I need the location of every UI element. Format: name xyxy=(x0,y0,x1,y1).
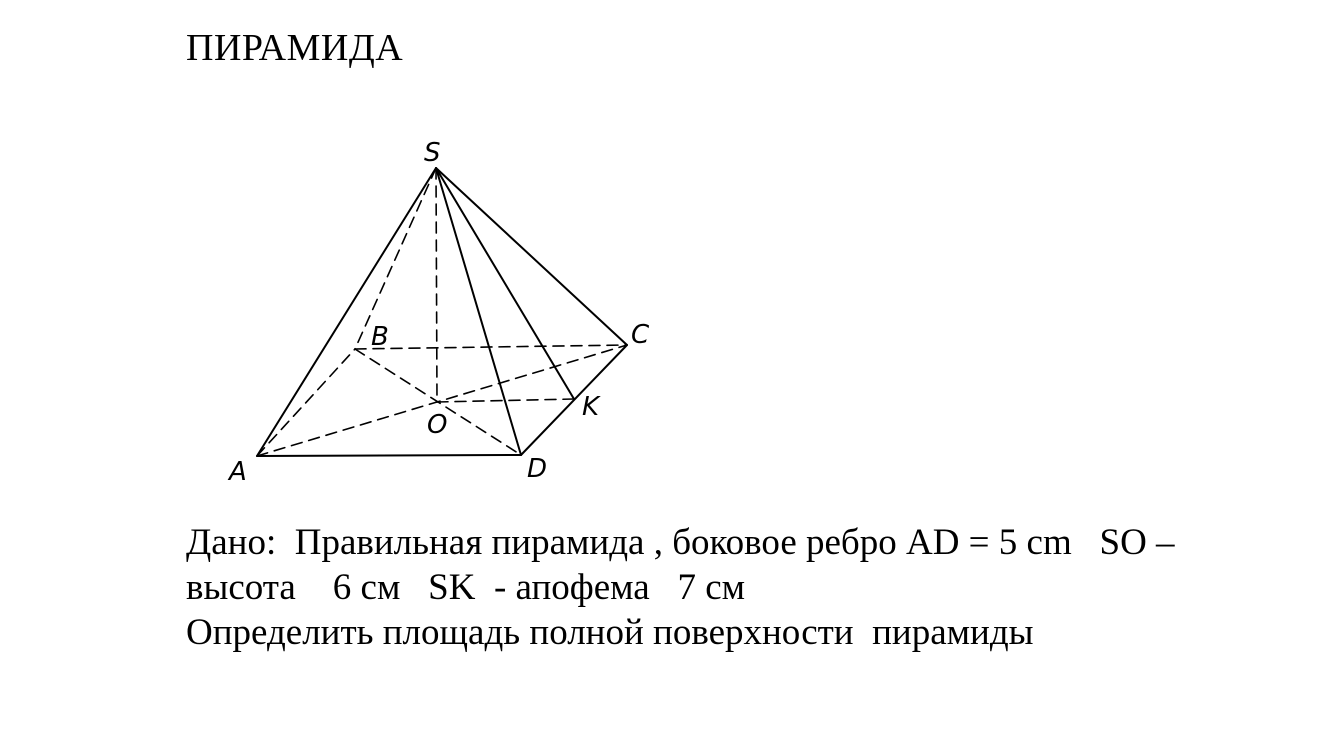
vertex-label-D: D xyxy=(527,454,548,484)
vertex-label-A: A xyxy=(229,457,247,487)
apothem-SK xyxy=(436,168,574,399)
vertex-label-C: C xyxy=(631,320,650,350)
problem-given-line-continued: высота 6 см SK - апофема 7 см xyxy=(186,567,746,608)
edge-BC xyxy=(355,345,627,349)
problem-given-line: Дано: Правильная пирамида , боковое ребро AD = 5 cm SO – xyxy=(186,522,1175,563)
problem-task-line: Определить площадь полной поверхности пирамиды xyxy=(186,612,1034,653)
edge-SC xyxy=(436,168,627,345)
problem-statement xyxy=(186,520,1296,655)
edge-AB xyxy=(257,349,355,456)
page-title: ПИРАМИДА xyxy=(186,27,404,69)
vertex-label-K: K xyxy=(582,392,600,422)
vertex-label-B: B xyxy=(371,322,389,352)
vertex-label-O: O xyxy=(427,410,448,440)
edge-SA xyxy=(257,168,436,456)
edge-AD xyxy=(257,455,521,456)
height-SO xyxy=(436,168,437,402)
edge-SB xyxy=(355,168,436,349)
vertex-label-S: S xyxy=(424,138,441,168)
edge-SD xyxy=(436,168,521,455)
